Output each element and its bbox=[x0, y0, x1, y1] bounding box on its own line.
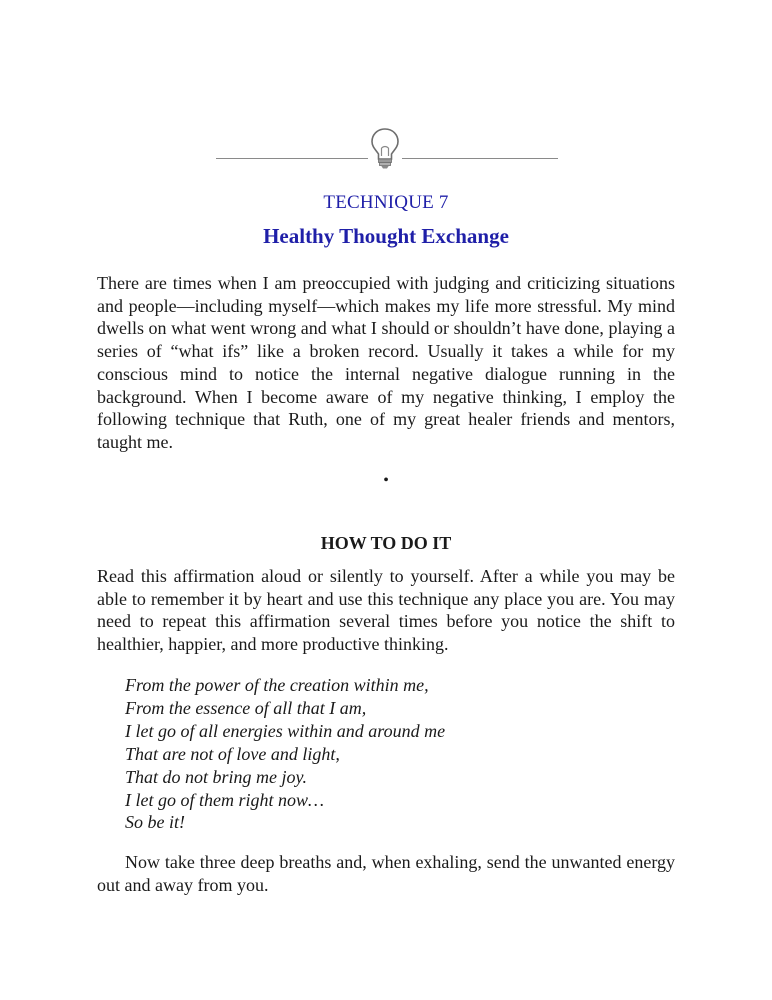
lightbulb-ornament bbox=[216, 126, 558, 170]
lightbulb-icon bbox=[368, 126, 402, 170]
affirmation-line: I let go of all energies within and around me bbox=[125, 720, 446, 741]
how-to-paragraph: Read this affirmation aloud or silently to yourself. After a while you may be able to remember it by heart and use this technique any place you are. You may need to repeat this affirmation several times before you notice the shift to healthier, happier, and more productive thinking. bbox=[97, 566, 675, 655]
affirmation-verse bbox=[125, 674, 625, 834]
technique-label: TECHNIQUE 7 bbox=[323, 192, 449, 213]
affirmation-line: That are not of love and light, bbox=[125, 743, 340, 764]
closing-paragraph: Now take three deep breaths and, when exhaling, send the unwanted energy out and away from you. bbox=[97, 852, 675, 895]
affirmation-line: I let go of them right now… bbox=[125, 789, 324, 810]
affirmation-line: That do not bring me joy. bbox=[125, 766, 308, 787]
ornament-rule-right bbox=[402, 158, 558, 159]
affirmation-line: From the essence of all that I am, bbox=[125, 697, 367, 718]
technique-title: Healthy Thought Exchange bbox=[263, 224, 509, 248]
affirmation-line: So be it! bbox=[125, 812, 185, 833]
ornament-rule-left bbox=[216, 158, 368, 159]
affirmation-line: From the power of the creation within me, bbox=[125, 675, 429, 695]
intro-paragraph: There are times when I am preoccupied with judging and criticizing situations and people—including myself—which makes my life more stressful. My mind dwells on what went wrong and what I should or shouldn’t have done, playing a series of “what ifs” like a broken record. Usually it takes a while for my conscious mind to notice the internal negative dialogue running in the background. When I become aware of my negative thinking, I employ the following technique that Ruth, one of my great healer friends and mentors, taught me. bbox=[97, 273, 675, 452]
how-to-heading: HOW TO DO IT bbox=[320, 533, 452, 553]
section-separator: • bbox=[383, 472, 389, 489]
